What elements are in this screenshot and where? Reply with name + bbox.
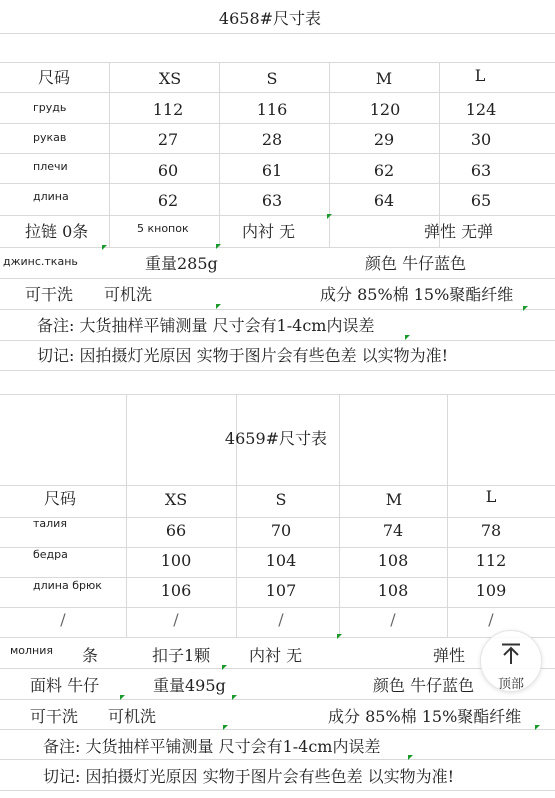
cell-value: 104 (265, 551, 297, 570)
table-title: 4659#尺寸表 (224, 429, 328, 448)
cell-value: 62 (157, 191, 179, 210)
note-text: 备注: 大货抽样平铺测量 尺寸会有1-4cm内误差 (37, 316, 375, 335)
size-xs: XS (164, 490, 188, 509)
cell-value: 100 (160, 551, 192, 570)
lining-info: 内衬 无 (242, 222, 296, 241)
cell-value: / (278, 610, 284, 629)
cell-value: 106 (160, 581, 192, 600)
size-table-4658 (0, 0, 555, 395)
note-text: 备注: 大货抽样平铺测量 尺寸会有1-4cm内误差 (43, 737, 381, 756)
buttons-info: 扣子1颗 (152, 646, 211, 665)
machine-wash-info: 可机洗 (104, 285, 153, 304)
row-label: бедра (33, 548, 68, 561)
cell-value: / (173, 610, 179, 629)
cell-value: 124 (465, 100, 497, 119)
cell-value: / (60, 610, 66, 629)
back-to-top-button[interactable] (480, 630, 542, 692)
cell-value: 70 (270, 521, 292, 540)
weight-info: 重量495g (153, 676, 226, 695)
cell-value: 28 (261, 130, 283, 149)
cell-marker (222, 665, 227, 670)
cell-value: 63 (261, 191, 283, 210)
reminder-text: 切记: 因拍摄灯光原因 实物于图片会有些色差 以实物为准! (37, 346, 449, 365)
cell-value: 60 (157, 161, 179, 180)
hand-wash-info: 可干洗 (25, 285, 74, 304)
cell-marker (120, 695, 125, 700)
hand-wash-info: 可干洗 (30, 707, 79, 726)
row-label: рукав (33, 131, 67, 144)
size-s: S (266, 69, 278, 88)
zipper-label: молния (10, 644, 54, 657)
composition-info: 成分 85%棉 15%聚酯纤维 (328, 707, 522, 726)
cell-value: 29 (373, 130, 395, 149)
cell-value: 64 (373, 191, 395, 210)
cell-value: 109 (475, 581, 507, 600)
weight-info: 重量285g (145, 254, 218, 273)
fabric-info: 面料 牛仔 (30, 676, 100, 695)
cell-value: / (488, 610, 494, 629)
row-label: длина (33, 190, 69, 203)
size-header: 尺码 (44, 489, 77, 508)
cell-value: 116 (256, 100, 288, 119)
cell-value: 62 (373, 161, 395, 180)
table-title: 4658#尺寸表 (218, 9, 322, 28)
cell-value: 108 (377, 581, 409, 600)
row-label: плечи (33, 160, 68, 173)
cell-value: 27 (157, 130, 179, 149)
size-m: M (375, 69, 393, 88)
machine-wash-info: 可机洗 (108, 707, 157, 726)
zipper-count: 条 (82, 646, 99, 665)
cell-marker (535, 725, 540, 730)
size-header: 尺码 (38, 68, 71, 87)
color-info: 颜色 牛仔蓝色 (365, 254, 467, 273)
cell-value: 108 (377, 551, 409, 570)
cell-value: 120 (369, 100, 401, 119)
cell-value: 63 (470, 161, 492, 180)
size-xs: XS (158, 69, 182, 88)
back-to-top-label: 顶部 (497, 677, 524, 692)
elasticity-info: 弹性 (433, 646, 466, 665)
cell-value: 78 (480, 521, 502, 540)
reminder-text: 切记: 因拍摄灯光原因 实物于图片会有些色差 以实物为准! (43, 767, 455, 786)
cell-marker (216, 304, 221, 309)
row-label: длина брюк (33, 579, 102, 592)
cell-value: 61 (261, 161, 283, 180)
fabric-info: джинс.ткань (3, 255, 78, 268)
cell-value: 66 (165, 521, 187, 540)
buttons-info: 5 кнопок (137, 222, 189, 235)
cell-marker (216, 244, 221, 249)
cell-marker (223, 725, 228, 730)
zipper-info: 拉链 0条 (25, 222, 89, 241)
size-l: L (474, 66, 486, 85)
size-m: M (385, 490, 403, 509)
cell-marker (408, 755, 413, 760)
size-table-4659 (0, 395, 555, 798)
cell-value: 112 (475, 551, 507, 570)
size-s: S (275, 490, 287, 509)
cell-value: / (390, 610, 396, 629)
cell-value: 65 (470, 191, 492, 210)
cell-value: 30 (470, 130, 492, 149)
cell-value: 74 (382, 521, 404, 540)
cell-value: 112 (152, 100, 184, 119)
color-info: 颜色 牛仔蓝色 (373, 676, 475, 695)
cell-value: 107 (265, 581, 297, 600)
cell-marker (337, 634, 342, 639)
arrow-up-icon (500, 643, 522, 665)
cell-marker (523, 306, 528, 311)
elasticity-info: 弹性 无弹 (424, 222, 494, 241)
composition-info: 成分 85%棉 15%聚酯纤维 (320, 285, 514, 304)
lining-info: 内衬 无 (249, 646, 303, 665)
cell-marker (405, 335, 410, 340)
size-l: L (485, 487, 497, 506)
cell-marker (327, 214, 332, 219)
row-label: грудь (33, 101, 67, 114)
row-label: талия (33, 517, 67, 530)
cell-marker (102, 245, 107, 250)
cell-marker (232, 695, 237, 700)
